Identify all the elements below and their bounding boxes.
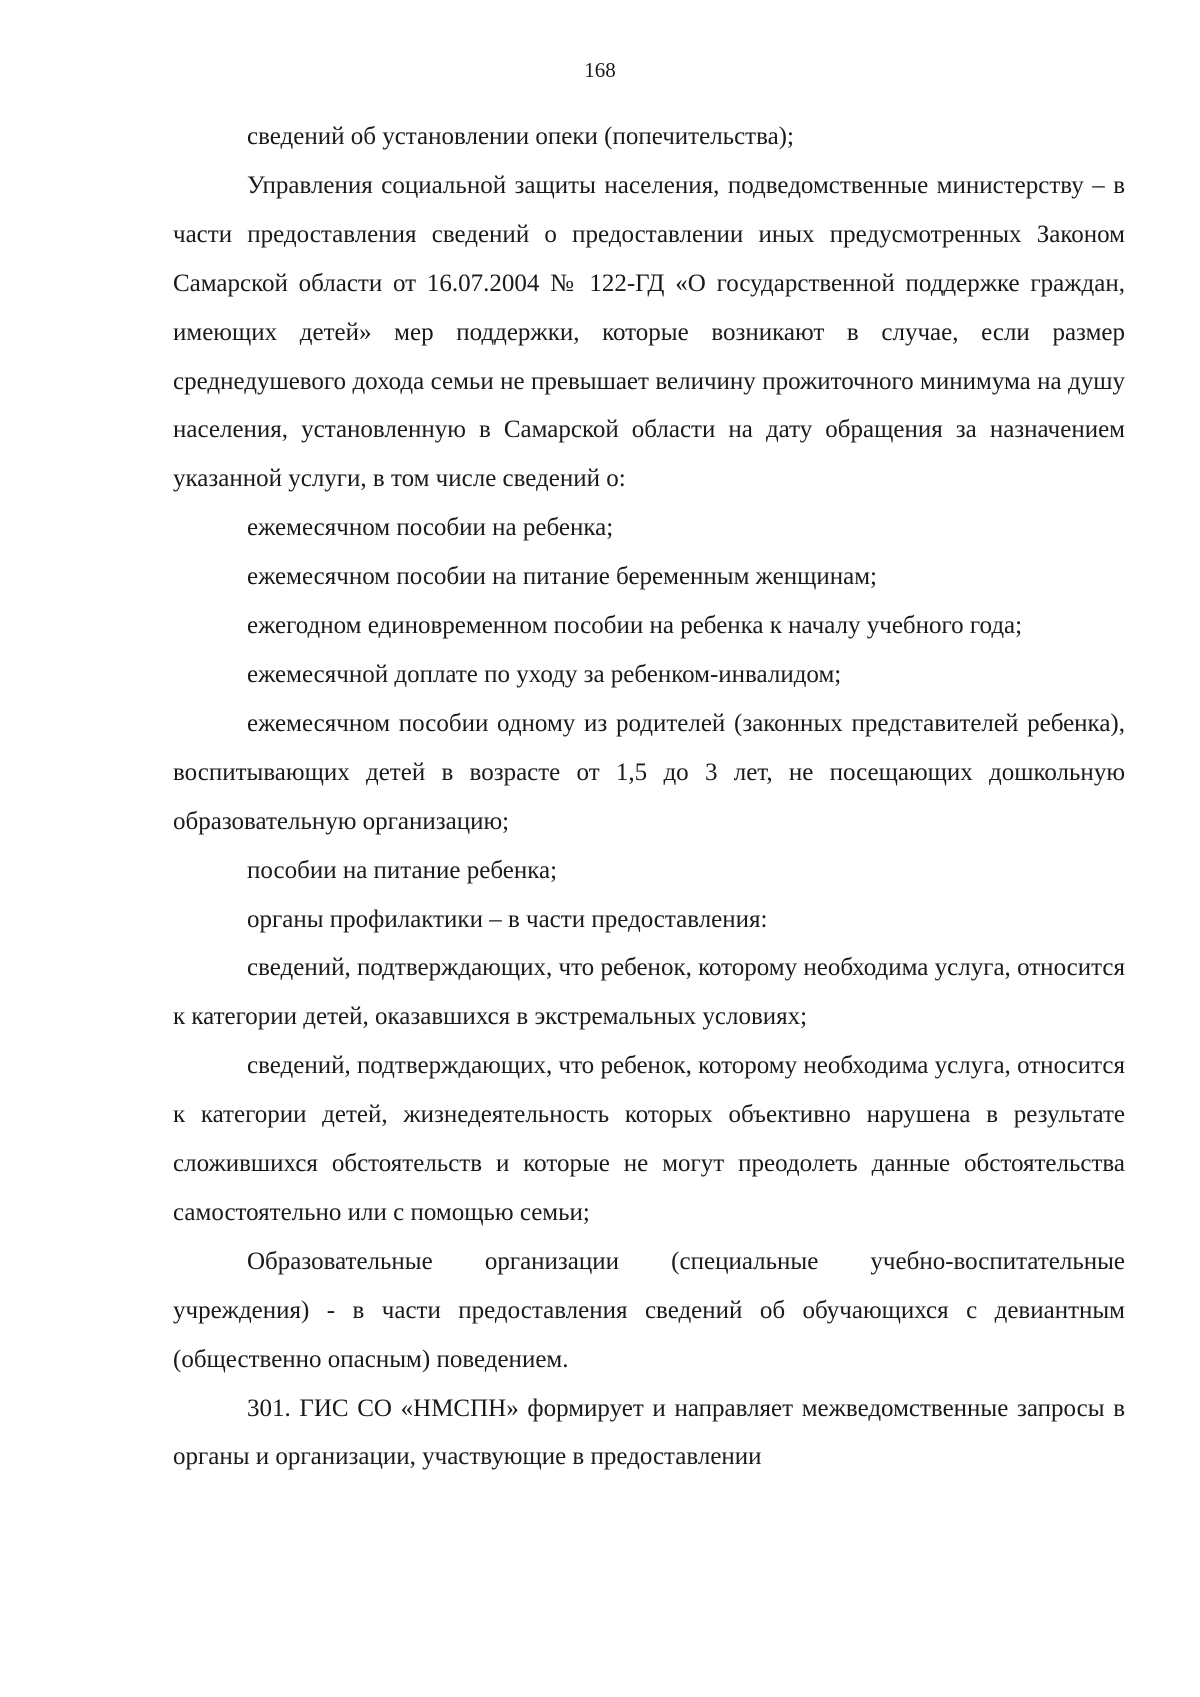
paragraph-social-protection-departments: Управления социальной защиты населения, подведомственные министерству – в части предоставления сведений о предоставлении иных предусмотренных Законом Самарской области от 16.07.2004 № 122-ГД «О государственной поддержке граждан, имеющих детей» мер поддержки, которые возникают в случае, если размер среднедушевого дохода семьи не превышает величину прожиточного минимума на душу населения, установленную в Самарской области на дату обращения за назначением указанной услуги, в том числе сведений о: (173, 171, 1125, 493)
paragraph-pregnant-nutrition-allowance: ежемесячном пособии на питание беременным женщинам; (247, 563, 877, 591)
paragraph-disabled-child-care-supplement: ежемесячной доплате по уходу за ребенком-инвалидом; (247, 660, 842, 688)
paragraph-monthly-child-allowance: ежемесячном пособии на ребенка; (247, 514, 614, 542)
paragraph-extreme-conditions-info: сведений, подтверждающих, что ребенок, которому необходима услуга, относится к категории детей, оказавшихся в экстремальных условиях; (173, 954, 1125, 1031)
paragraph-item-301: 301. ГИС СО «НМСПН» формирует и направляет межведомственные запросы в органы и организации, участвующие в предоставлении (173, 1394, 1125, 1471)
paragraph-guardianship-info: сведений об установлении опеки (попечительства); (247, 123, 794, 150)
document-body (173, 113, 1125, 1482)
paragraph-prevention-bodies: органы профилактики – в части предоставления: (247, 905, 768, 933)
paragraph-parent-allowance-1-5-to-3: ежемесячном пособии одному из родителей (законных представителей ребенка), воспитывающих детей в возрасте от 1,5 до 3 лет, не посещающих дошкольную образовательную организацию; (173, 709, 1125, 835)
paragraph-impaired-life-activity-info: сведений, подтверждающих, что ребенок, которому необходима услуга, относится к категории детей, жизнедеятельность которых объективно нарушена в результате сложившихся обстоятельств и которые не могут преодолеть данные обстоятельства самостоятельно или с помощью семьи; (173, 1052, 1125, 1226)
paragraph-child-nutrition-allowance: пособии на питание ребенка; (247, 856, 558, 884)
page-number: 168 (584, 58, 616, 82)
paragraph-school-year-allowance: ежегодном единовременном пособии на ребенка к началу учебного года; (247, 612, 1023, 640)
paragraph-educational-organizations: Образовательные организации (специальные учебно-воспитательные учреждения) - в части предоставления сведений об обучающихся с девиантным (общественно опасным) поведением. (173, 1247, 1125, 1373)
